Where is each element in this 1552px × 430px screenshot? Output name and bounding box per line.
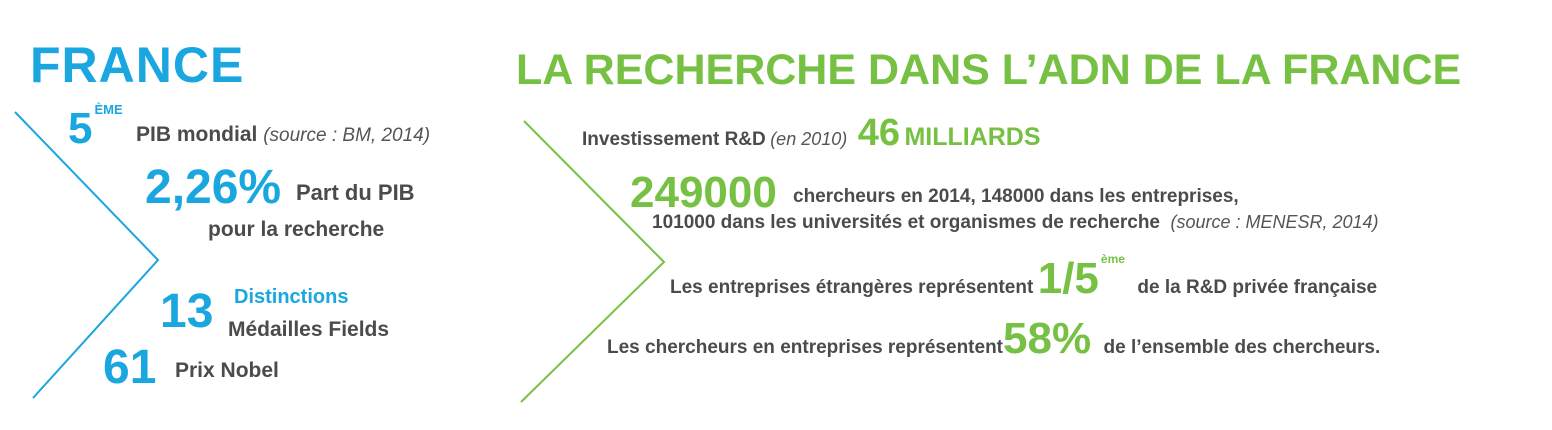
fields-heading: Distinctions: [234, 286, 349, 308]
foreign-value: 1/5: [1037, 254, 1099, 303]
foreign-suffix: ème: [1100, 252, 1125, 266]
researchers-line2: 101000 dans les universités et organismes de recherche: [652, 212, 1160, 233]
researchers-value: 249000: [630, 168, 777, 217]
gdp-source: (source : BM, 2014): [263, 125, 431, 146]
rd-share-label-2: pour la recherche: [208, 218, 385, 241]
investment-label: Investissement R&D: [582, 129, 766, 150]
fields-label: Médailles Fields: [228, 318, 390, 341]
investment-unit: MILLIARDS: [904, 123, 1041, 151]
foreign-after: de la R&D privée française: [1137, 277, 1378, 298]
gdp-label-row: [136, 123, 430, 147]
researchers-line2-row: [652, 212, 1379, 234]
researchers-line1: chercheurs en 2014, 148000 dans les entreprises,: [793, 186, 1239, 207]
right-title: LA RECHERCHE DANS L’ADN DE LA FRANCE: [516, 46, 1462, 94]
rd-share-value: 2,26%: [145, 161, 282, 214]
foreign-before: Les entreprises étrangères représentent: [670, 277, 1034, 298]
share-before: Les chercheurs en entreprises représentent: [607, 337, 1004, 358]
investment-year: (en 2010): [770, 129, 848, 149]
gdp-rank-suffix: ÈME: [94, 102, 123, 117]
share-value: 58%: [1003, 314, 1092, 363]
gdp-rank-row: [68, 104, 123, 154]
gdp-rank-number: 5: [68, 104, 93, 153]
researchers-source: (source : MENESR, 2014): [1170, 212, 1379, 232]
investment-row: [582, 112, 1041, 155]
gdp-label: PIB mondial: [136, 123, 258, 146]
share-row: [607, 314, 1380, 364]
investment-value: 46: [857, 112, 900, 154]
rd-share-label-1: Part du PIB: [296, 180, 415, 205]
nobel-label: Prix Nobel: [175, 359, 279, 382]
share-after: de l’ensemble des chercheurs.: [1103, 337, 1381, 358]
fields-number: 13: [160, 285, 214, 338]
left-title: FRANCE: [30, 37, 245, 93]
nobel-number: 61: [103, 341, 157, 394]
foreign-row: [670, 254, 1377, 304]
